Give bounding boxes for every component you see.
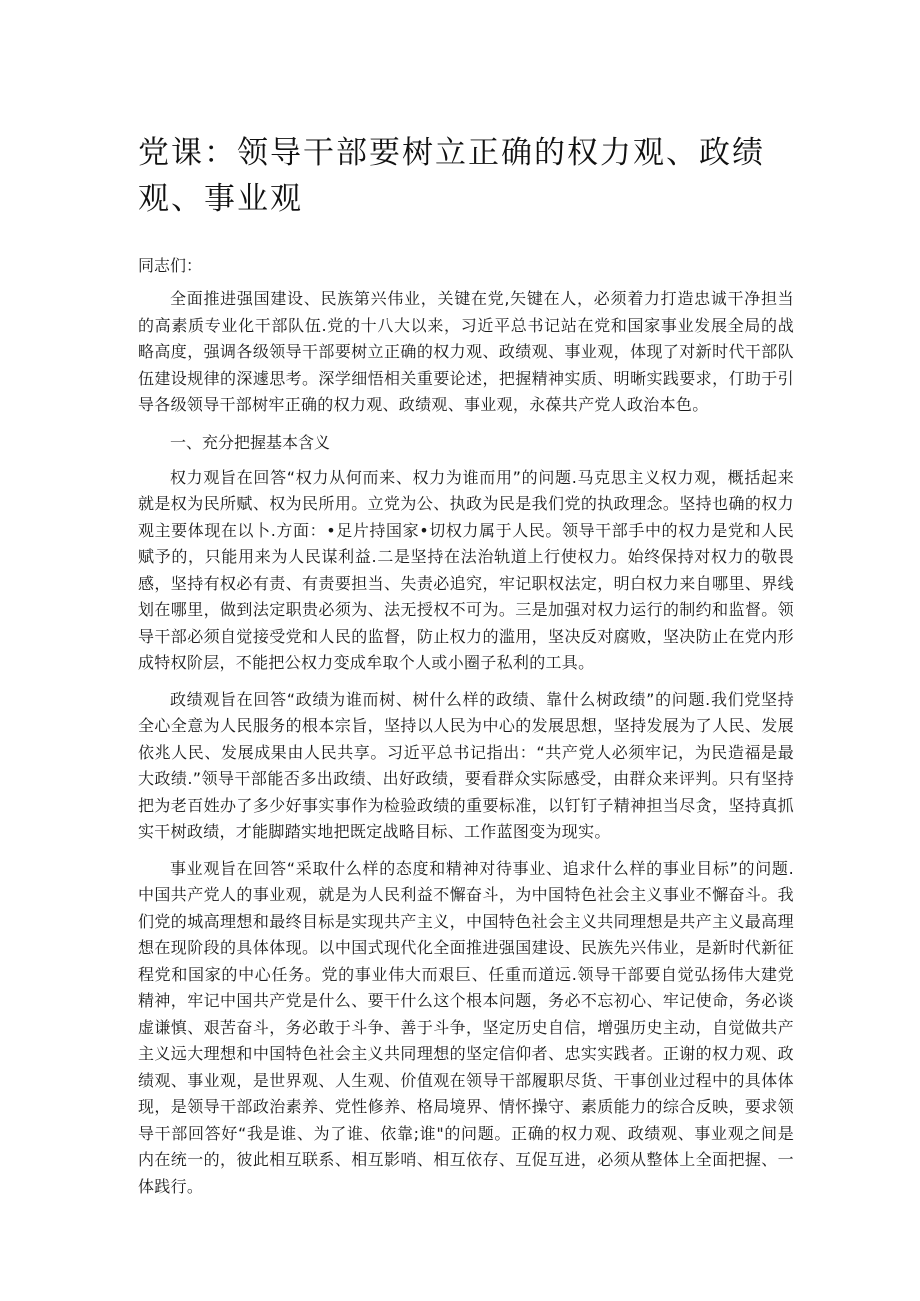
document-title: 党课：领导干部要树立正确的权力观、政绩观、事业观 [138,135,765,217]
salutation: 同志们： [138,256,203,275]
section-heading: 一、充分把握基本含义 [170,432,331,452]
power-view-paragraph: 权力观旨在回答“权力从何而来、权力为谁而用”的问题.马克思主义权力观，概括起来就是权为民所赋、权为民所用。立党为公、执政为民是我们党的执政理念。坚持也确的权力观主要体现在以卜.方面：•足片持国家•切权力属于人民。领导干部手中的权力是党和人民赋予的，只能用来为人民谋利益.二是坚持在法治轨道上行使权力。始终保持对权力的敬畏感，坚持有权必有责、有责要担当、失责必追究，牢记职权法定，明白权力来自哪里、界线划在哪里，做到法定职贵必须为、法无授权不可为。三是加强对权力运行的制约和监督。领导干部必须自觉接受党和人民的监督，防止权力的滥用，坚决反对腐败，坚决防止在党内形成特权阶层，不能把公权力变成牟取个人或小圈子私利的工具。 [138,467,794,672]
intro-paragraph: 全面推进强国建设、民族第兴伟业，关键在党,矢键在人，必须着力打造忠诚干净担当的高素质专业化干部队伍.党的十八大以来，习近平总书记站在党和国家事业发展全局的战略高度，强调各级领导干部要树立正确的权力观、政绩观、事业观，体现了对新时代干部队伍建设规律的深遽思考。深学细悟相关重要论述，把握精神实质、明晰实践要求，仃助于引导各级领导干部树牢正确的权力观、政绩观、事业观，永葆共产党人政治本色。 [138,289,794,414]
achievement-view-paragraph: 政绩观旨在回答“政绩为谁而树、树什么样的政绩、靠什么树政绩”的问题.我们党坚持全心全意为人民服务的根本宗旨，坚持以人民为中心的发展思想，坚持发展为了人民、发展依兆人民、发展成果由人民共享。习近平总书记指出：“共产党人必须牢记，为民造福是最大政绩.”领导干部能否多出政绩、出好政绩，要看群众实际感受，由群众来评判。只有坚持把为老百姓办了多少好事实事作为检验政绩的重要标准，以钉钉子精神担当尽贪，坚持真抓实干树政绩，才能脚踏实地把既定战略目标、工作蓝图变为现实。 [138,689,794,841]
career-view-paragraph: 事业观旨在回答“采取什么样的态度和精神对待事业、追求什么样的事业目标”的问题.中国共产党人的事业观，就是为人民利益不懈奋斗，为中国特色社会主义事业不懈奋斗。我们党的城高理想和最终目标是实现共产主义，中国特色社会主义共同理想是共产主义最高理想在现阶段的具体体现。以中国式现代化全面推进强国建设、民族先兴伟业，是新时代新征程党和国家的中心任务。党的事业伟大而艰巨、任重而道远.领导干部要自觉弘扬伟大建党精神，牢记中国共产党是什么、要干什么这个根本问题，务必不忘初心、牢记使命，务必谈虚谦慎、艰苦奋斗，务必敢于斗争、善于斗争，坚定历史自信，增强历史主动，自觉做共产主义远大理想和中国特色社会主义共同理想的坚定信仰者、忠实实践者。正谢的权力观、政绩观、事业观，是世界观、人生观、价值观在领导干部履职尽货、干事创业过程中的具体体现，是领导干部政治素养、党性修养、格局境界、情怀操守、素质能力的综合反映，要求领导干部回答好“我是谁、为了谁、依靠;谁"的问题。正确的权力观、政绩观、事业观之间是内在统一的，彼此相互联系、相互影哨、相互依存、互促互进，必须从整体上全面把握、一体践行。 [138,858,794,1196]
document-page [138,130,794,1210]
